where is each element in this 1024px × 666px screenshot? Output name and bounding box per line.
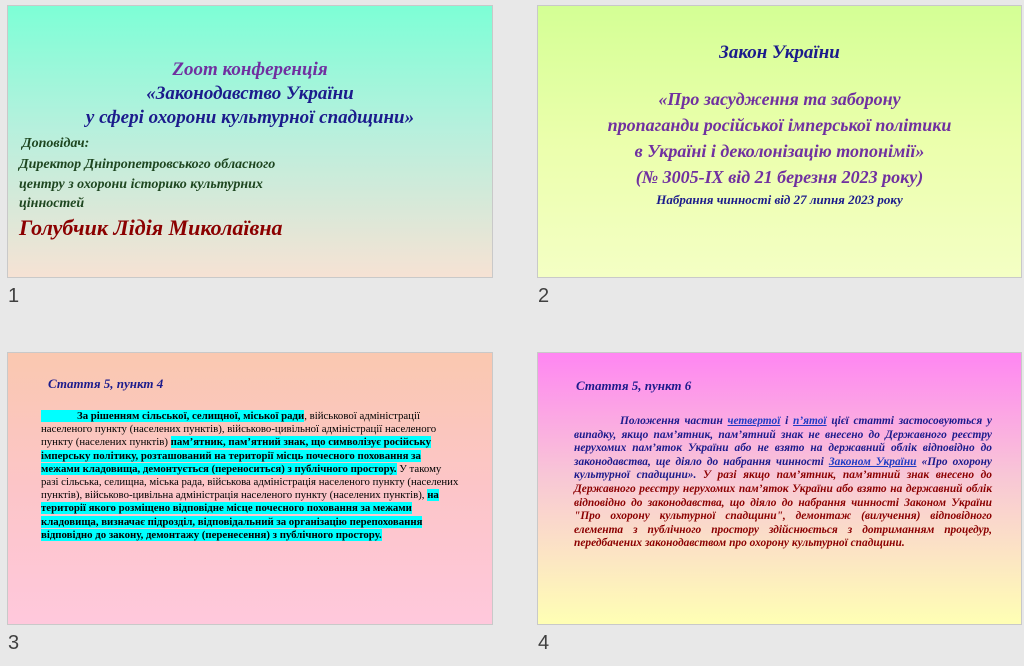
slide4-text-2: і <box>780 415 794 427</box>
slide-thumbnail-4[interactable] <box>537 352 1022 625</box>
slide3-text-1: За рішенням сільської, селищної, міської ради <box>41 410 304 422</box>
slide3-text-3: пам’ятник, пам’ятний знак, що символізує російську імперську політику, розташований на території місць почесного поховання за межами кладовища, демонтується (переноситься) з публічного простору. <box>41 436 431 475</box>
slide3-heading: Стаття 5, пункт 4 <box>48 376 164 391</box>
link-law-of-ukraine[interactable]: Законом України <box>828 455 917 468</box>
slide3-text-2: , військової адміністрації населеного пункту (населених пунктів), військово-цивільної адміністрації населеного пункту (населених пунктів) <box>41 410 437 449</box>
slide-thumbnail-1[interactable] <box>7 5 493 278</box>
slide-number-1: 1 <box>8 285 20 307</box>
slide2-law-line3: в Україні і деколонізацію топонімії» <box>634 141 925 161</box>
slide1-title-line1: Zoom конференція <box>172 59 328 80</box>
slide-number-3: 3 <box>8 632 20 654</box>
slide2-effective-date: Набрання чинності від 27 липня 2023 року <box>656 192 903 207</box>
slide-number-4: 4 <box>538 632 550 654</box>
slide-number-2: 2 <box>538 285 550 307</box>
slide3-text-4: У такому разі сільська, селищна, міська рада, військова адміністрація населеного пункту (населених пунктів), військово-цивільна адміністрація населеного пункту (населених пунктів), <box>41 462 459 502</box>
slide2-law-line4: (№ 3005-IX від 21 березня 2023 року) <box>635 167 924 187</box>
slide1-speaker-position-2: центру з охорони історико культурних <box>19 177 263 192</box>
slide2-title: Закон України <box>719 42 840 63</box>
slide1-speaker-position-3: цінностей <box>19 196 85 211</box>
slide1-speaker-label: Доповідач: <box>22 136 90 151</box>
link-part-four[interactable]: четвертої <box>727 415 781 427</box>
slide2-law-line2: пропаганди російської імперської політики <box>607 115 952 135</box>
slide3-text-5: на території якого розміщено відповідне місце почесного поховання за межами кладовища, визначає підрозділ, відповідальний за організацію перепоховання відповідно до закону, демонтажу (перенесення) з публічного простору. <box>41 489 439 541</box>
slide4-text-4: «Про охорону культурної спадщини». <box>574 455 992 482</box>
slide4-text-3: цієї статті застосовуються у випадку, якщо пам’ятник, пам’ятний знак не внесено до Державного реєстру нерухомих пам’яток України або не взято на державний облік відповідно до законодавства, ще діяло до набрання чинності <box>574 415 992 468</box>
slide4-heading: Стаття 5, пункт 6 <box>576 378 692 393</box>
slide-thumbnail-3[interactable] <box>7 352 493 625</box>
slide4-text-1: Положення частин <box>620 415 728 427</box>
slide4-body <box>574 415 992 551</box>
slide2-law-line1: «Про засудження та заборону <box>658 89 901 109</box>
slide1-title-line2: «Законодавство України <box>146 83 354 104</box>
slide4-text-5: У разі якщо пам’ятник, пам’ятний знак внесено до Державного реєстру нерухомих пам’яток України або взято на державний облік відповідно до законодавства, що діяло до набрання чинності Законом України "Про охорону культурної спадщини", демонтаж (вилучення) відповідного елемента з публічного простору здійснюється з дотриманням процедур, передбачених законодавством про охорону культурної спадщини. <box>574 469 992 550</box>
slide3-body <box>41 410 461 542</box>
slide1-title-line3: у сфері охорони культурної спадщини» <box>85 107 415 128</box>
slide1-speaker-name: Голубчик Лідія Миколаївна <box>19 215 283 240</box>
slide1-speaker-position-1: Директор Дніпропетровського обласного <box>19 157 276 172</box>
slide-thumbnail-2[interactable] <box>537 5 1022 278</box>
link-part-five[interactable]: п’ятої <box>793 415 827 427</box>
